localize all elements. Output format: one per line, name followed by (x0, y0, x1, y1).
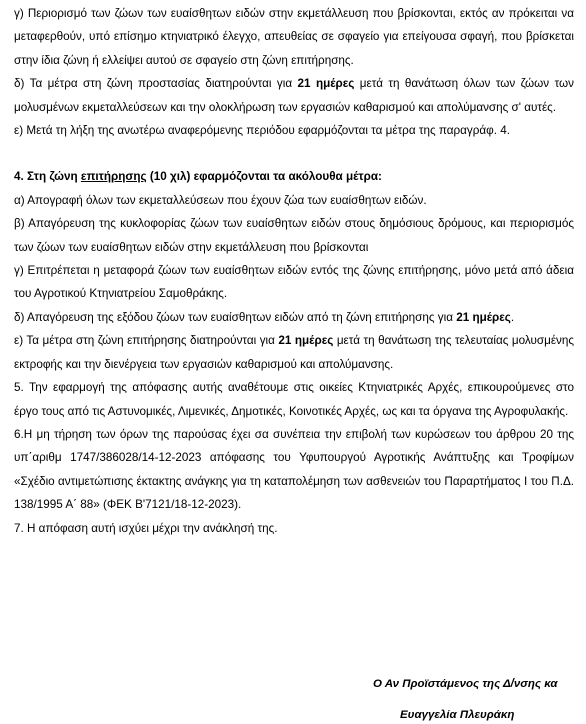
section-4-heading-underlined: επιτήρησης (80, 170, 147, 184)
text-4e-bold-days: 21 ημέρες (278, 334, 334, 348)
text-4d-bold-days: 21 ημέρες (456, 310, 511, 324)
section-4-heading-part1: 4. Στη ζώνη (14, 170, 81, 184)
paragraph-6: 6.Η μη τήρηση των όρων της παρούσας έχει σα συνέπεια την επιβολή των κυρώσεων του άρθρου 20 της υπ΄αριθμ 1747/386028/14-12-2023 απόφασης του Υφυπουργού Αγροτικής Ανάπτυξης και Τροφίμων «Σχέδιο αντιμετώπισης έκτακτης ανάγκης για τη καταπολέμηση των ασθενειών του Παραρτήματος Ι του Π.Δ. 138/1995 Α΄ 88» (ΦΕΚ Β'7121/18-12-2023). (14, 427, 574, 512)
signature-title: Ο Αν Προϊστάμενος της Δ/νσης κα (373, 678, 558, 690)
section-4-heading-part3: (10 χιλ) εφαρμόζονται τα ακόλουθα μέτρα: (146, 170, 382, 184)
paragraph-3g: γ) Περιορισμό των ζώων των ευαίσθητων ειδών στην εκμετάλλευση που βρίσκονται, εκτός αν πρόκειται να μεταφερθούν, υπό επίσημο κτηνιατρικό έλεγχο, απευθείας σε σφαγείο για επείγουσα σφαγή, που βρίσκεται στην ίδια ζώνη ή ελλείψει αυτού σε σφαγείο στη ζώνη επιτήρησης. (14, 7, 574, 67)
paragraph-4e (14, 329, 574, 376)
text-4d-before: δ) Απαγόρευση της εξόδου ζώων των ευαίσθητων ειδών από τη ζώνη επιτήρησης για (14, 310, 457, 324)
document-body (14, 0, 574, 540)
paragraph-3e: ε) Μετά τη λήξη της ανωτέρω αναφερόμενης περιόδου εφαρμόζονται τα μέτρα της παραγράφ. 4. (14, 124, 510, 138)
signature-name: Ευαγγελία Πλευράκη (400, 709, 515, 721)
text-4e-after: μετά τη θανάτωση της τελευταίας μολυσμένης εκτροφής και την διενέργεια των εργασιών καθαρισμού και απολύμανσης. (14, 334, 575, 371)
section-4-heading (14, 165, 574, 188)
paragraph-5: 5. Την εφαρμογή της απόφασης αυτής αναθέτουμε στις οικείες Κτηνιατρικές Αρχές, επικουρούμενες στο έργο τους από τις Αστυνομικές, Λιμενικές, Δημοτικές, Κοινοτικές Αρχές, ως και τα όργανα της Αγροφυλακής. (14, 381, 574, 418)
paragraph-4a: α) Απογραφή όλων των εκμεταλλεύσεων που έχουν ζώα των ευαίσθητων ειδών. (14, 193, 427, 207)
text-4e-before: ε) Τα μέτρα στη ζώνη επιτήρησης διατηρούνται για (14, 334, 279, 348)
paragraph-4d (14, 306, 574, 329)
paragraph-4g: γ) Επιτρέπεται η μεταφορά ζώων των ευαίσθητων ειδών εντός της ζώνης επιτήρησης, μόνο μετά από άδεια του Αγροτικού Κτηνιατρείου Σαμοθράκης. (14, 264, 574, 301)
text-3d-after: μετά τη θανάτωση όλων των ζώων των μολυσμένων εκμεταλλεύσεων και την ολοκλήρωση των εργασιών καθαρισμού και απολύμανσης σ' αυτές. (14, 77, 574, 114)
paragraph-3d (14, 72, 574, 119)
text-3d-before: δ) Τα μέτρα στη ζώνη προστασίας διατηρούνται για (14, 77, 298, 91)
paragraph-7: 7. Η απόφαση αυτή ισχύει μέχρι την ανάκλησή της. (14, 521, 278, 535)
text-4d-after: . (510, 310, 515, 324)
paragraph-gap (14, 142, 574, 165)
paragraph-4b: β) Απαγόρευση της κυκλοφορίας ζώων των ευαίσθητων ειδών στους δημόσιους δρόμους, και περιορισμός των ζώων των ευαίσθητων ειδών στην εκμετάλλευση που βρίσκονται (14, 217, 574, 254)
text-3d-bold-days: 21 ημέρες (297, 77, 355, 91)
